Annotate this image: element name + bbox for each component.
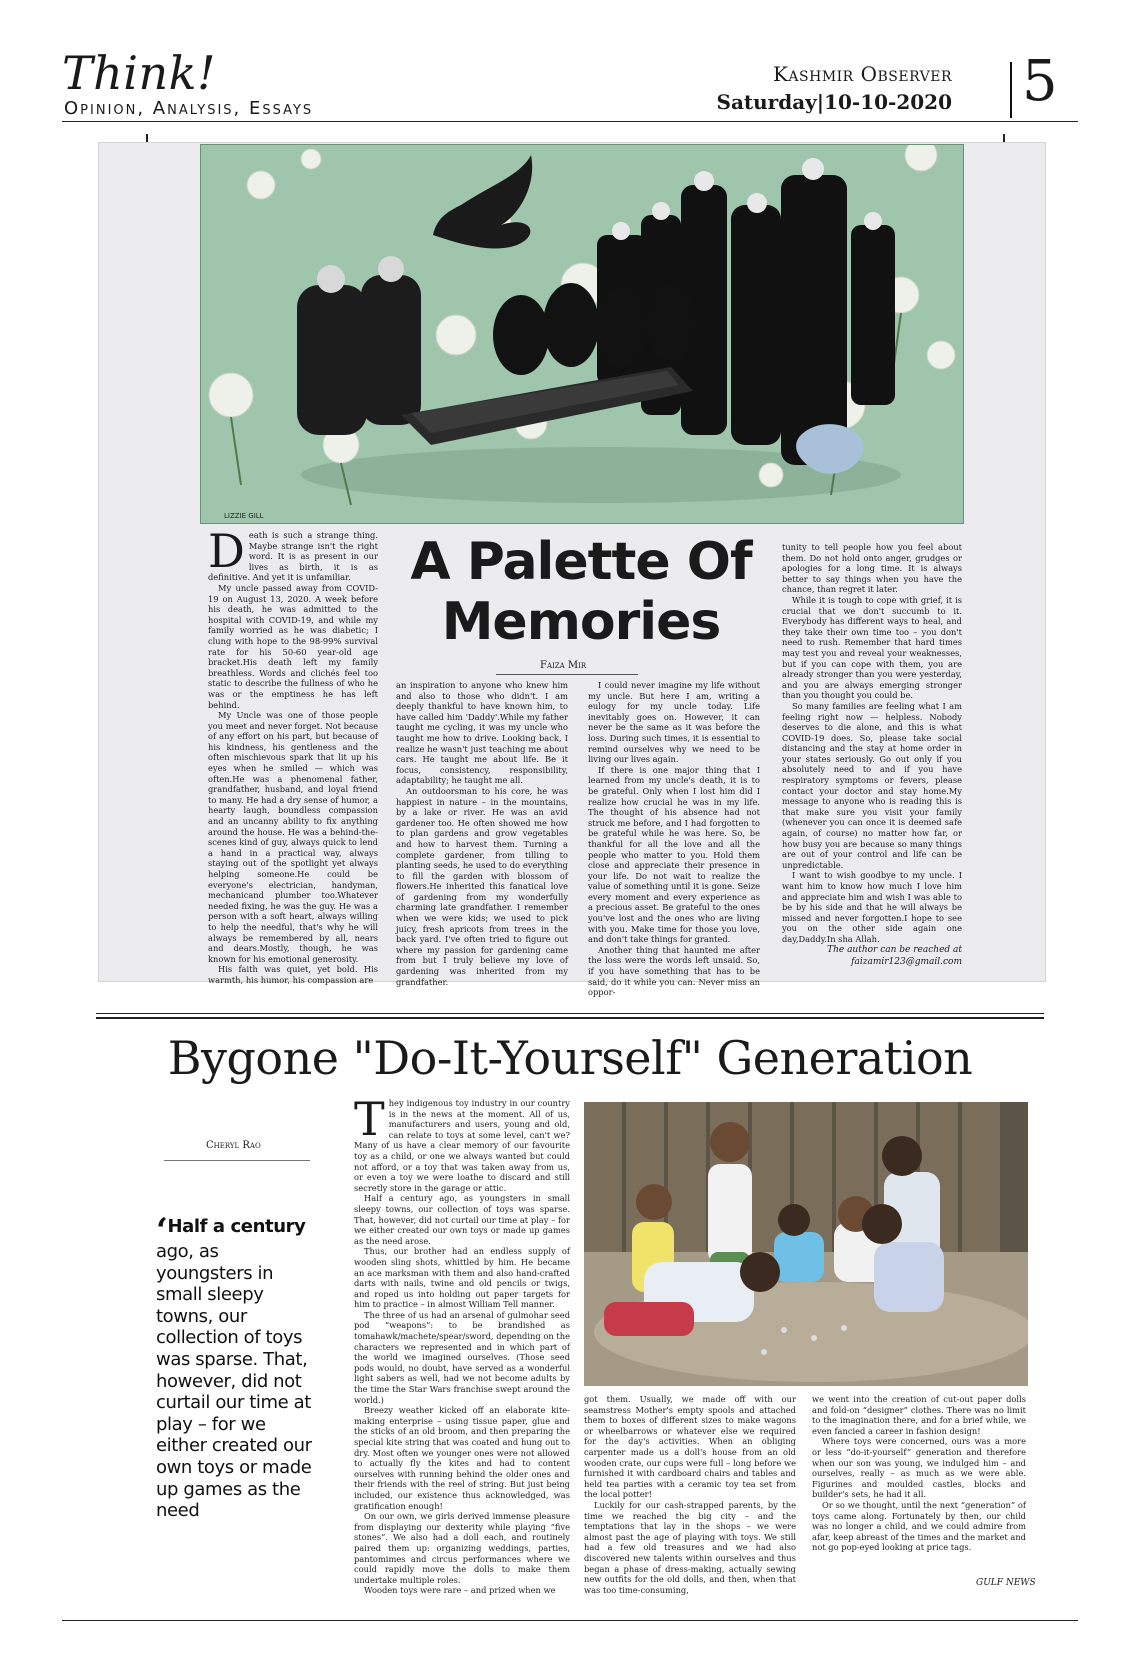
article2-byline: Cheryl Rao (206, 1140, 261, 1151)
section-subtitle: Opinion, Analysis, Essays (64, 98, 314, 119)
article1-paragraph: While it is tough to cope with grief, it is crucial that we don't succumb to it. Everybody has different ways to heal, and they take their own time too – you don't need to rush. Remember that hard times may test you and reveal your weaknesses, but if you can cope with them, you are already stronger than you were yesterday, and you are always emerging stronger than you thought you could be. (782, 594, 962, 701)
footer-rule (62, 1620, 1078, 1621)
drop-cap: D (208, 524, 245, 578)
photo-svg (584, 1102, 1028, 1386)
article2-paragraph: Breezy weather kicked off an elaborate kite-making enterprise – using tissue paper, glue and the sticks of an old broom, and then preparing the special kite string that was coated and hung out to dry. Most often we younger ones were not allowed to actually fly the kites and had to content ourselves with running behind the older ones and their friends with the reel of string. But just being included, our existence thus acknowledged, was gratification enough! (354, 1405, 570, 1511)
article1-paragraph: So many families are feeling what I am feeling right now — helpless. Nobody deserves to die alone, and this is what COVID-19 does. So, please take social distancing and the stay at home order in your states seriously. Go out only if you absolutely need to and if you have respiratory symptoms or fevers, please contact your doctor and stay home.My message to anyone who is reading this is that make sure you visit your family (whenever you can once it is deemed safe again, of course) no matter how far, or how busy you are because so many things are out of your control and life can be unpredictable. (782, 700, 962, 870)
article2-column-2 (584, 1394, 796, 1595)
article2-paragraph: Wooden toys were rare – and prized when we (364, 1585, 556, 1596)
article2-paragraph: hey indigenous toy industry in our country is in the news at the moment. All of us, manufacturers and users, young and old, can relate to toys at some level, can't we? Many of us have a clear memory of our favourite toy as a child, or one we always wanted but could not afford, or a toy that was taken away from us, or even a toy we were loathe to discard and still secretly store in the garage or attic. (354, 1098, 570, 1193)
pull-quote-text: ago, as youngsters in small sleepy towns, our collection of toys was sparse. That, however, did not curtail our time at play – for we either created our own toys or made up games as the need (156, 1241, 312, 1522)
article1-column-4 (782, 542, 962, 945)
article2-paragraph: we went into the creation of cut-out paper dolls and fold-on “designer” clothes. There was no limit to the imagination there, and for a brief while, we even fancied a career in fashion design! (812, 1394, 1026, 1436)
article1-paragraph: His faith was quiet, yet bold. His warmth, his humor, his compassion are (208, 964, 378, 985)
byline-rule (496, 674, 638, 675)
pull-quote (156, 1211, 314, 1522)
article2-paragraph: Where toys were concerned, ours was a more or less “do-it-yourself” generation and therefore when our son was young, we indulged him – and ourselves, really – as much as we were able. Figurines and moulded castles, blocks and builder's sets, he had it all. (812, 1436, 1026, 1500)
drop-cap: T (354, 1092, 385, 1146)
article2-paragraph: Half a century ago, as youngsters in small sleepy towns, our collection of toys was sparse. That, however, did not curtail our time at play – for we either created our own toys or made up games as the need arose. (354, 1193, 570, 1246)
contact-email: faizamir123@gmail.com (851, 957, 962, 967)
article1-byline: Faiza Mir (540, 660, 587, 671)
article2-headline: Bygone "Do-It-Yourself" Generation (167, 1031, 973, 1085)
section-divider-thick (96, 1017, 1044, 1019)
section-title: Think! (62, 46, 217, 100)
mourning-collage-illustration (200, 144, 964, 524)
article2-paragraph: Luckily for our cash-strapped parents, by the time we reached the big city – and the temptations that lay in the shops – we were almost past the age of playing with toys. We still had a few old treasures and we had also discovered new talents within ourselves and thus began a phase of dress-making, actually sewing new outfits for the old dolls, and then, when that was too time-consuming, (584, 1499, 796, 1595)
article1-column-1 (208, 524, 378, 986)
article2-column-1 (354, 1092, 570, 1596)
article1-column-2 (396, 680, 568, 987)
header-rule (62, 121, 1078, 122)
contact-line: The author can be reached at (827, 945, 962, 955)
quote-mark-icon: ‘ (156, 1211, 168, 1251)
article1-paragraph: tunity to tell people how you feel about them. Do not hold onto anger, grudges or apologies for a long time. It is always better to say things when you have the chance, than regret it later. (782, 542, 962, 595)
article2-paragraph: Thus, our brother had an endless supply of wooden sling shots, whittled by him. He became an ace marksman with them and also hand-crafted darts with nails, twine and old pencils or twigs, and roped us into holding out paper targets for him to practice – in almost William Tell manner. (354, 1246, 570, 1310)
section-divider (96, 1013, 1044, 1014)
article1-paragraph: I want to wish goodbye to my uncle. I want him to know how much I love him and appreciate him and wish I was able to be by his side and that he will always be missed and never forgotten.I hope to see you on the other side again one day,Daddy.In sha Allah. (782, 870, 962, 944)
article1-paragraph: an inspiration to anyone who knew him and also to those who didn't. I am deeply thankful to have known him, to have called him 'Daddy'.While my father taught me cycling, it was my uncle who taught me how to drive. Looking back, I realize he wasn't just teaching me about cars. He taught me about life. Be it focus, consistency, responsibility, adaptability; he taught me all. (396, 680, 568, 786)
pull-quote-lead: Half a century (167, 1216, 306, 1237)
page-number-divider (1010, 62, 1012, 118)
paper-name: Kashmir Observer (772, 62, 952, 86)
article1-column-3 (588, 680, 760, 998)
headline-line-2: Memories (441, 592, 721, 652)
article1-paragraph: My Uncle was one of those people you meet and never forget. Not because of any effort on his part, but because of his kindness, his gentleness and the often mischievous spark that lit up his eyes when he smiled — which was often.He was a phenomenal father, grandfather, husband, and loyal friend to many. He had a dry sense of humor, a hearty laugh, boundless compassion and an uncanny ability to fix anything around the house. He was a behind-the-scenes kind of guy, always quick to lend a hand in a practical way, always staying out of the spotlight yet always helping someone.He could be everyone's electrician, handyman, mechanicand plumber too.Whatever needed fixing, he was the guy. He was a person with a soft heart, always willing to help the needful, that's why he will always be remembered by all, nears and dears.Mostly, though, he was known for his emotional generosity. (208, 710, 378, 964)
article2-paragraph: The three of us had an arsenal of gulmohar seed pod “weapons”: to be brandished as tomahawk/machete/spear/sword, depending on the characters we represented and in which part of the world we imagined ourselves. (Those seed pods would, no doubt, have served as a wonderful light sabers as well, had we not become adults by the time the Star Wars franchise swept around the world.) (354, 1309, 570, 1405)
author-contact (780, 944, 962, 968)
illustration-svg (201, 145, 963, 523)
article2-paragraph: Or so we thought, until the next “generation” of toys came along. Fortunately by then, our child was no longer a child, and we could admire from afar, keep abreast of the times and the market and not go pop-eyed looking at price tags. (812, 1499, 1026, 1553)
article2-paragraph: got them. Usually, we made off with our seamstress Mother's empty spools and attached them to boxes of different sizes to make wagons or wheelbarrows or whatever else we required for the day's activities. When an obliging carpenter made us a doll's house from an old wooden crate, our cups were full – long before we furnished it with cardboard chairs and tables and held tea parties with a ceramic toy tea set from the local potter! (584, 1394, 796, 1500)
article2-column-3 (812, 1394, 1026, 1553)
article1-paragraph: eath is such a strange thing. Maybe strange isn't the right word. It is as present in our lives as birth, it is as definitive. And yet it is unfamiliar. (208, 530, 378, 583)
article1-paragraph: An outdoorsman to his core, he was happiest in nature – in the mountains, by a lake or river. He was an avid gardener too. He often showed me how to plan gardens and grow vegetables and how to harvest them. Turning a complete gardener, from tilling to planting seeds, he used to do everything to fill the garden with blossom of flowers.He inherited this fanatical love of gardening from my wonderfully charming late grandfather. I remember when we were kids; we used to pick juicy, fresh apricots from trees in the back yard. I've often tried to figure out where my passion for gardening came from but I truly believe my love of gardening was inherited from my grandfather. (396, 785, 568, 987)
page-number: 5 (1022, 49, 1058, 114)
article1-paragraph: Another thing that haunted me after the loss were the words left unsaid. So, if you have something that has to be said, do it while you can. Never miss an oppor- (588, 944, 760, 998)
article1-paragraph: If there is one major thing that I learned from my uncle's death, it is to be grateful. Only when I lost him did I realize how crucial he was in my life. The thought of his absence had not struck me before, and I had forgotten to be grateful while he was here. So, be thankful for all the love and all the people who matter to you. Hold them close and appreciate their presence in your life. Do not wait to realize the value of something until it is gone. Seize every moment and every experience as a precious asset. Be grateful to the ones you've lost and the ones who are living with you. Make time for those you love, and don't take things for granted. (588, 764, 760, 945)
article2-paragraph: On our own, we girls derived immense pleasure from displaying our dexterity while playing “five stones”. We also had a doll each, and routinely paired them up: organizing weddings, parties, pantomimes and circus performances where we could rapidly move the dolls to make them undertake multiple roles. (354, 1511, 570, 1585)
children-playing-marbles-painting (584, 1102, 1028, 1386)
article1-paragraph: I could never imagine my life without my uncle. But here I am, writing a eulogy for my uncle today. Life inevitably goes on. However, it can never be the same as it was before the loss. During such times, it is essential to remind ourselves why we need to be living our lives again. (588, 680, 760, 765)
article1-paragraph: My uncle passed away from COVID-19 on August 13, 2020. A week before his death, he was admitted to the hospital with COVID-19, and while my family worried as he was diabetic; I clung with hope to the 98-99% survival rate for his 50-60 year-old age bracket.His death left my family breathless. Words and clichés feel too static to describe the fullness of who he was or the emptiness he has left behind. (208, 582, 378, 710)
article2-source: GULF NEWS (976, 1578, 1036, 1588)
illustration-credit: LIZZIE GILL (224, 512, 264, 520)
issue-date: Saturday|10-10-2020 (716, 90, 952, 114)
headline-line-1: A Palette Of (410, 532, 752, 592)
byline-rule (164, 1160, 310, 1161)
article1-headline (404, 532, 758, 652)
